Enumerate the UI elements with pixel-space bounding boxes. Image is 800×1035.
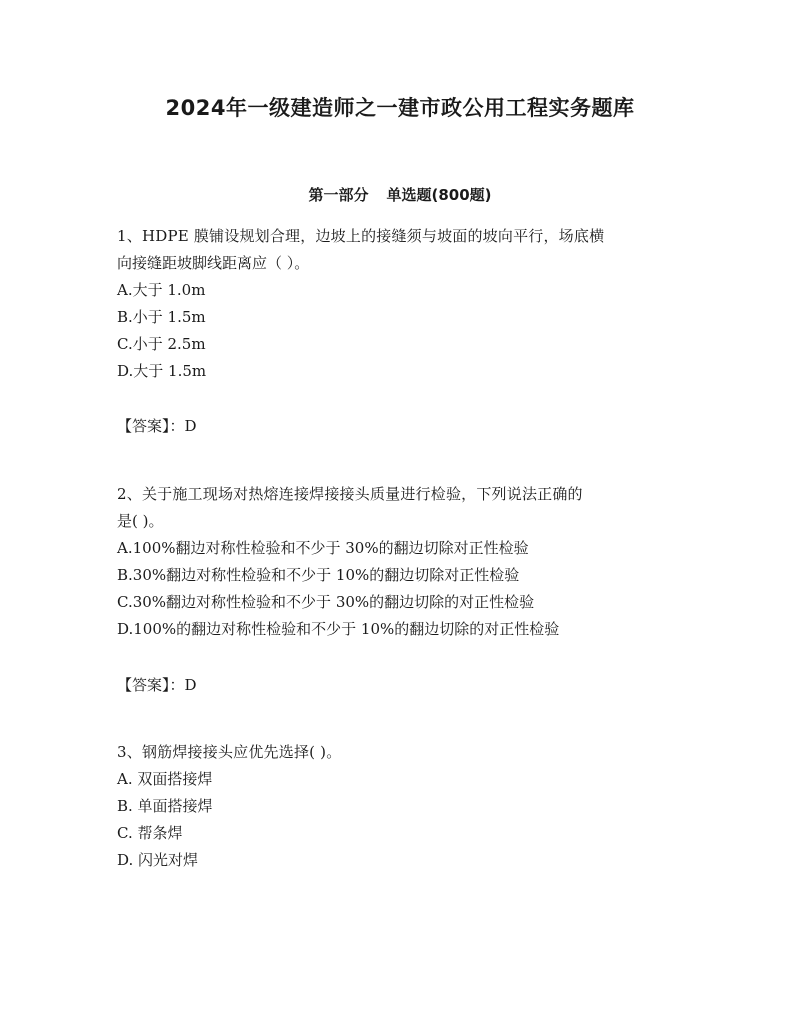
- question-3: [117, 739, 697, 874]
- question-2-stem: [117, 481, 697, 535]
- question-2-option-b: B.30%翻边对称性检验和不少于 10%的翻边切除对正性检验: [117, 566, 520, 584]
- question-1-option-c: C.小于 2.5m: [117, 335, 206, 353]
- section-heading-label: 单选题(800题): [386, 186, 492, 204]
- question-2-answer: [117, 672, 197, 699]
- answer-label: 【答案】：: [117, 417, 185, 435]
- answer-label: 【答案】：: [117, 676, 185, 694]
- answer-value: D: [184, 676, 197, 694]
- question-3-stem: [117, 739, 697, 766]
- question-1-option-b: B.小于 1.5m: [117, 308, 206, 326]
- question-2-option-a: A.100%翻边对称性检验和不少于 30%的翻边切除对正性检验: [117, 539, 529, 557]
- question-1-option-a: A.大于 1.0m: [117, 281, 206, 299]
- question-3-option-c: C. 帮条焊: [117, 824, 183, 842]
- section-part-label: 第一部分: [308, 186, 369, 204]
- question-1-stem-line-2: 向接缝距坡脚线距离应（ ）。: [117, 254, 310, 272]
- question-3-option-a: A. 双面搭接焊: [117, 770, 213, 788]
- question-3-stem-line-1: 3、钢筋焊接接头应优先选择( )。: [117, 743, 342, 761]
- question-1-stem: [117, 223, 697, 277]
- section-heading: [0, 183, 800, 207]
- question-2-stem-line-1: 2、关于施工现场对热熔连接焊接接头质量进行检验，下列说法正确的: [117, 485, 583, 503]
- question-1-stem-line-1: 1、HDPE 膜铺设规划合理，边坡上的接缝须与坡面的坡向平行，场底横: [117, 227, 605, 245]
- question-2-option-c: C.30%翻边对称性检验和不少于 30%的翻边切除的对正性检验: [117, 593, 535, 611]
- question-3-option-d: D. 闪光对焊: [117, 851, 199, 869]
- question-1: [117, 223, 697, 385]
- question-1-answer: [117, 413, 197, 440]
- question-2-option-d: D.100%的翻边对称性检验和不少于 10%的翻边切除的对正性检验: [117, 620, 560, 638]
- question-1-option-d: D.大于 1.5m: [117, 362, 207, 380]
- document-title: 2024年一级建造师之一建市政公用工程实务题库: [165, 96, 635, 120]
- question-3-option-b: B. 单面搭接焊: [117, 797, 213, 815]
- question-2: [117, 481, 697, 643]
- answer-value: D: [184, 417, 197, 435]
- question-2-stem-line-2: 是( )。: [117, 512, 164, 530]
